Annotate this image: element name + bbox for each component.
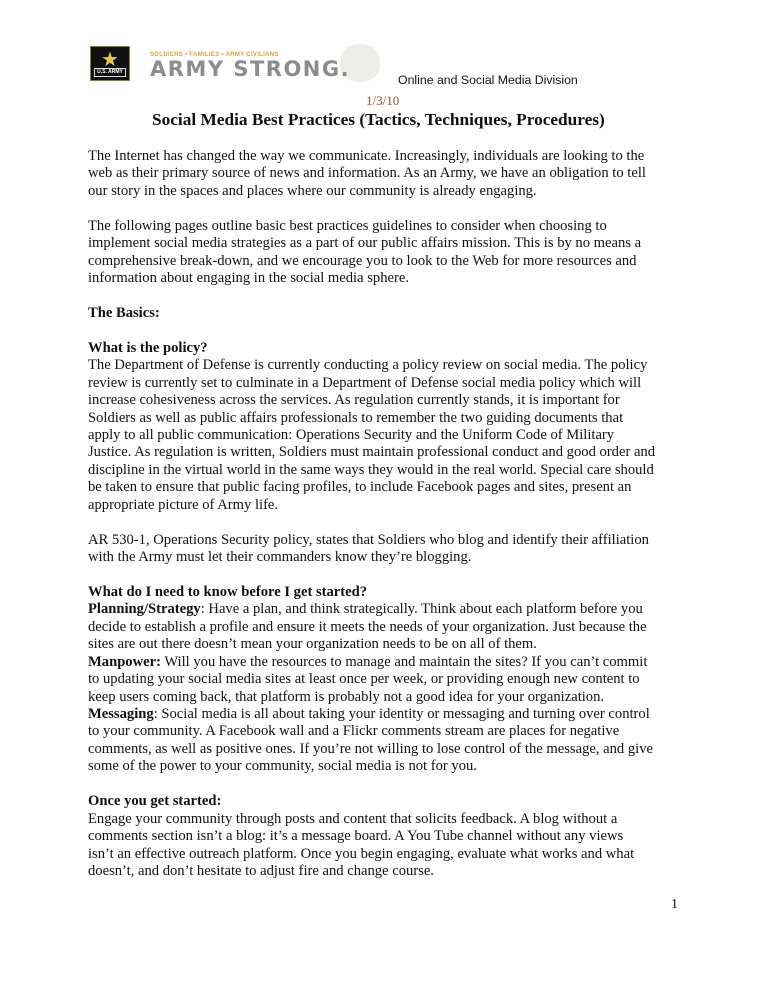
text-line: [88, 200, 655, 217]
text-line: [88, 758, 655, 775]
text-line: [88, 479, 655, 496]
text-line: [88, 514, 655, 531]
text-run: Justice. As regulation is written, Soldiers must maintain professional conduct and good order and: [88, 444, 656, 461]
text-run: comprehensive break-down, and we encourage you to look to the Web for more resources and: [88, 252, 637, 269]
text-run: Engage your community through posts and content that solicits feedback. A blog without a: [88, 810, 618, 827]
bold-text: What do I need to know before I get started?: [88, 583, 368, 600]
bold-text: The Basics:: [88, 304, 160, 321]
text-run: isn’t an effective outreach platform. Once you begin engaging, evaluate what works and what: [88, 845, 635, 862]
text-run: with the Army must let their commanders know they’re blogging.: [88, 549, 472, 566]
text-line: [88, 689, 655, 706]
text-run: The Internet has changed the way we communicate. Increasingly, individuals are looking to the: [88, 148, 645, 164]
text-run: Will you have the resources to manage and maintain the sites? If you can’t commit: [160, 653, 648, 670]
text-run: : Social media is all about taking your identity or messaging and turning over control: [153, 706, 650, 722]
text-line: [88, 444, 655, 461]
text-line: [88, 183, 655, 200]
text-run: our story in the spaces and places where our community is already engaging.: [88, 182, 537, 199]
text-line: [88, 567, 655, 584]
bold-text: Planning/Strategy: [88, 601, 201, 618]
text-line: [88, 776, 655, 793]
brand-tagline: SOLDIERS • FAMILIES • ARMY CIVILIANS: [150, 52, 279, 58]
text-line: [88, 165, 655, 182]
text-line: [88, 375, 655, 392]
text-line: [88, 218, 655, 235]
text-line: [88, 584, 655, 601]
bold-text: What is the policy?: [88, 339, 208, 356]
text-line: [88, 654, 655, 671]
text-run: comments, as well as positive ones. If you’re not willing to lose control of the message, and give: [88, 740, 653, 757]
text-run: web as their primary source of news and information. As an Army, we have an obligation to tell: [88, 165, 646, 182]
text-line: [88, 427, 655, 444]
army-logo: [90, 46, 130, 81]
text-line: [88, 305, 655, 322]
text-line: [88, 497, 655, 514]
text-line: [88, 410, 655, 427]
text-line: [88, 811, 655, 828]
text-run: information about engaging in the social media sphere.: [88, 270, 409, 287]
text-line: [88, 235, 655, 252]
star-icon: ★: [101, 47, 119, 71]
page-number: 1: [671, 897, 678, 912]
text-run: be taken to ensure that public facing profiles, to include Facebook pages and sites, present an: [88, 479, 632, 496]
text-run: doesn’t, and don’t hesitate to adjust fire and change course.: [88, 862, 434, 879]
text-line: [88, 462, 655, 479]
text-run: comments section isn’t a blog: it’s a message board. A You Tube channel without any views: [88, 828, 624, 845]
text-line: [88, 846, 655, 863]
text-line: [88, 619, 655, 636]
text-line: [88, 532, 655, 549]
document-date: 1/3/10: [366, 93, 400, 108]
text-line: [88, 148, 655, 165]
bold-text: Manpower:: [88, 653, 161, 670]
text-run: Soldiers as well as public affairs professionals to remember the two guiding documents that: [88, 409, 624, 426]
bold-text: Once you get started:: [88, 793, 222, 810]
text-run: to updating your social media sites at least once per week, or providing enough new content to: [88, 671, 640, 688]
text-run: review is currently set to culminate in a Department of Defense social media policy which will: [88, 374, 642, 391]
text-line: [88, 322, 655, 339]
text-line: [88, 549, 655, 566]
text-line: [88, 706, 655, 723]
text-run: discipline in the virtual world in the same ways they would in the real world. Special care should: [88, 461, 654, 478]
text-run: The following pages outline basic best practices guidelines to consider when choosing to: [88, 217, 607, 234]
text-line: [88, 253, 655, 270]
text-run: increase cohesiveness across the services. As regulation currently stands, it is important for: [88, 392, 620, 409]
text-run: some of the power to your community, social media is not for you.: [88, 758, 477, 775]
text-run: decide to establish a profile and ensure it meets the needs of your organization. Just because the: [88, 618, 647, 635]
text-line: [88, 270, 655, 287]
division-name: Online and Social Media Division: [398, 73, 578, 87]
document-body: [88, 148, 655, 880]
text-run: The Department of Defense is currently conducting a policy review on social media. The policy: [88, 357, 648, 374]
text-line: [88, 828, 655, 845]
text-line: [88, 392, 655, 409]
text-line: [88, 288, 655, 305]
text-line: [88, 340, 655, 357]
text-line: [88, 357, 655, 374]
text-run: implement social media strategies as a part of our public affairs mission. This is by no means a: [88, 235, 642, 252]
logo-label: U.S. ARMY: [94, 68, 126, 77]
text-line: [88, 863, 655, 880]
text-run: to your community. A Facebook wall and a Flickr comments stream are places for negative: [88, 723, 620, 740]
text-run: AR 530-1, Operations Security policy, states that Soldiers who blog and identify their affiliation: [88, 531, 649, 548]
text-run: appropriate picture of Army life.: [88, 496, 279, 513]
text-run: sites are out there doesn’t mean your organization needs to be on all of them.: [88, 636, 537, 653]
text-line: [88, 793, 655, 810]
text-line: [88, 671, 655, 688]
text-run: keep users coming back, that platform is probably not a good idea for your organization.: [88, 688, 605, 705]
text-run: apply to all public communication: Operations Security and the Uniform Code of Military: [88, 427, 615, 443]
text-line: [88, 601, 655, 618]
text-line: [88, 636, 655, 653]
brand-wordmark: ARMY STRONG.: [150, 57, 351, 81]
bold-text: Messaging: [88, 706, 154, 722]
document-title: Social Media Best Practices (Tactics, Techniques, Procedures): [152, 110, 605, 129]
text-line: [88, 741, 655, 758]
text-run: : Have a plan, and think strategically. Think about each platform before you: [200, 601, 643, 618]
text-line: [88, 723, 655, 740]
